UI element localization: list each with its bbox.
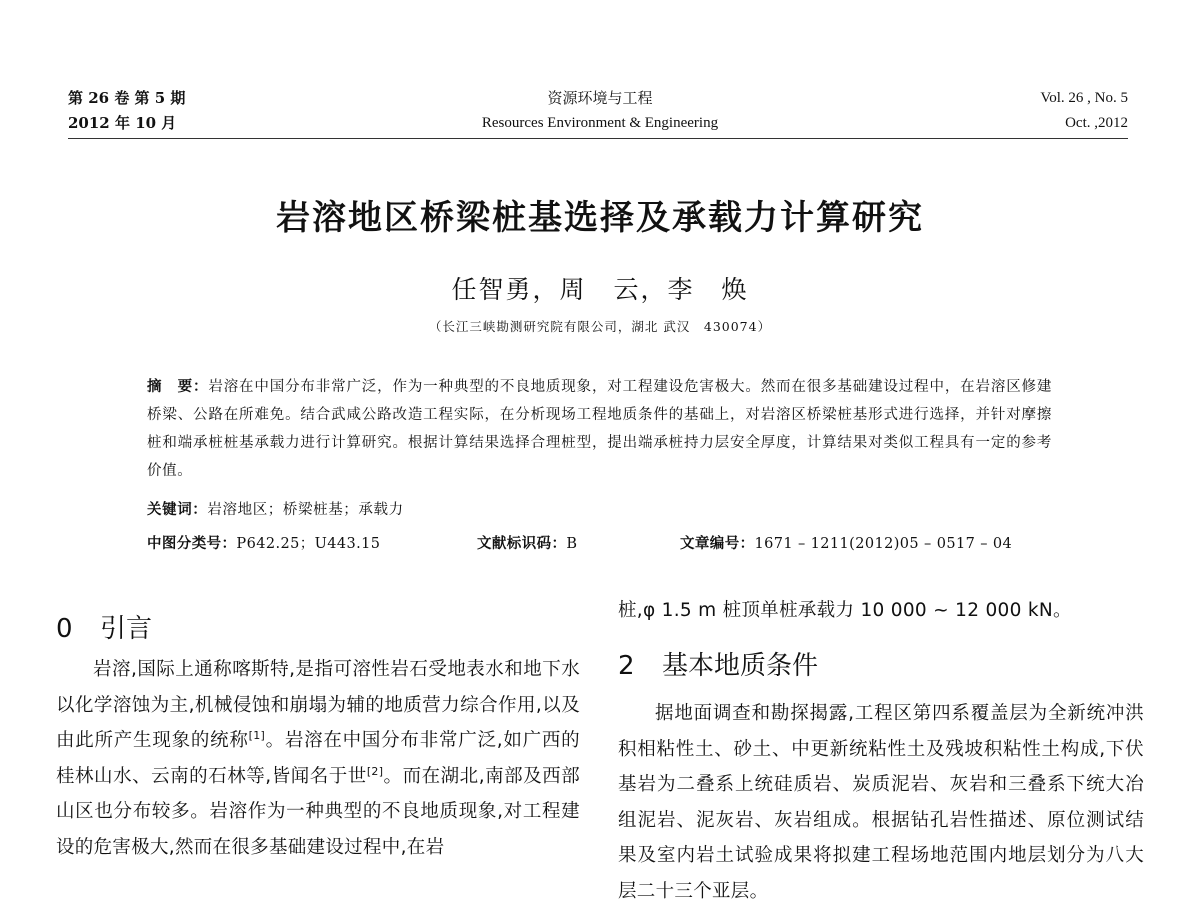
- section-2-number: 2: [618, 651, 635, 681]
- section-0-heading: [56, 608, 152, 645]
- section-0-number: 0: [56, 614, 73, 644]
- section-2-heading: [618, 645, 818, 682]
- clc-number: [147, 531, 380, 557]
- article-number-label: 文章编号：: [680, 536, 755, 552]
- right-column-continuation: 桩,φ 1.5 m 桩顶单桩承载力 10 000 ~ 12 000 kN。: [618, 600, 1072, 621]
- journal-name: [400, 86, 800, 136]
- document-code: [477, 531, 577, 557]
- journal-name-cn: 资源环境与工程: [547, 89, 653, 107]
- abstract-label: 摘 要：: [147, 379, 209, 395]
- section-2-body: [618, 696, 1144, 909]
- section-0-text-part1: 岩溶,国际上通称喀斯特,是指可溶性岩石受地表水和地下水以化学溶蚀为主,机械侵蚀和崩塌为辅的地质营力综合作用,以及由此所产生现象的统称: [56, 659, 580, 751]
- section-2-title: 基本地质条件: [662, 651, 819, 681]
- volume-issue: 第 26 卷 第 5 期: [68, 89, 186, 107]
- keywords-label: 关键词：: [147, 502, 208, 518]
- doc-code-value: B: [566, 536, 578, 552]
- abstract-text: 岩溶在中国分布非常广泛，作为一种典型的不良地质现象，对工程建设危害极大。然而在很多基础建设过程中，在岩溶区修建桥梁、公路在所难免。结合武咸公路改造工程实际，在分析现场工程地质条件的基础上，对岩溶区桥梁桩基形式进行选择，并针对摩擦桩和端承桩桩基承载力进行计算研究。根据计算结果选择合理桩型，提出端承桩持力层安全厚度，计算结果对类似工程具有一定的参考价值。: [147, 379, 1052, 479]
- authors: 任智勇，周 云，李 焕: [451, 275, 749, 304]
- header-divider: [68, 138, 1128, 139]
- clc-value: P642.25；U443.15: [236, 536, 381, 552]
- paper-title: 岩溶地区桥梁桩基选择及承载力计算研究: [276, 198, 924, 238]
- journal-issue-info: [68, 86, 185, 136]
- reference-1: [1]: [248, 728, 266, 742]
- keywords-text: 岩溶地区；桥梁桩基；承载力: [207, 502, 404, 518]
- doc-code-label: 文献标识码：: [477, 536, 567, 552]
- article-number: [680, 531, 1012, 557]
- issue-date: 2012 年 10 月: [68, 114, 177, 132]
- section-0-paragraph: [56, 652, 580, 865]
- abstract: [147, 373, 1052, 485]
- section-0-body: [56, 652, 580, 865]
- volume-number-en: Vol. 26 , No. 5: [1040, 90, 1128, 106]
- journal-name-en: Resources Environment & Engineering: [481, 115, 719, 131]
- section-0-text-part3: 。而在湖北,南部及西部山区也分布较多。岩溶作为一种典型的不良地质现象,对工程建设的危害极大,然而在很多基础建设过程中,在岩: [56, 765, 581, 858]
- journal-volume-en: [1040, 86, 1128, 136]
- keywords: [147, 497, 1052, 523]
- affiliation: （长江三峡勘测研究院有限公司，湖北 武汉 430074）: [428, 319, 772, 334]
- clc-label: 中图分类号：: [147, 536, 237, 552]
- section-0-title: 引言: [100, 614, 153, 644]
- section-2-paragraph: 据地面调查和勘探揭露,工程区第四系覆盖层为全新统冲洪积相粘性土、砂土、中更新统粘性土及残坡积粘性土构成,下伏基岩为二叠系上统硅质岩、炭质泥岩、灰岩和三叠系下统大冶组泥岩、泥灰岩、灰岩组成。根据钻孔岩性描述、原位测试结果及室内岩土试验成果将拟建工程场地范围内地层划分为八大层二十三个亚层。: [618, 703, 1144, 902]
- article-number-value: 1671 – 1211(2012)05 – 0517 – 04: [754, 536, 1013, 552]
- reference-2: [2]: [366, 764, 384, 778]
- date-en: Oct. ,2012: [1065, 115, 1128, 131]
- section-0-text-part2: 。岩溶在中国分布非常广泛,如广西的桂林山水、云南的石林等,皆闻名于世: [56, 730, 580, 787]
